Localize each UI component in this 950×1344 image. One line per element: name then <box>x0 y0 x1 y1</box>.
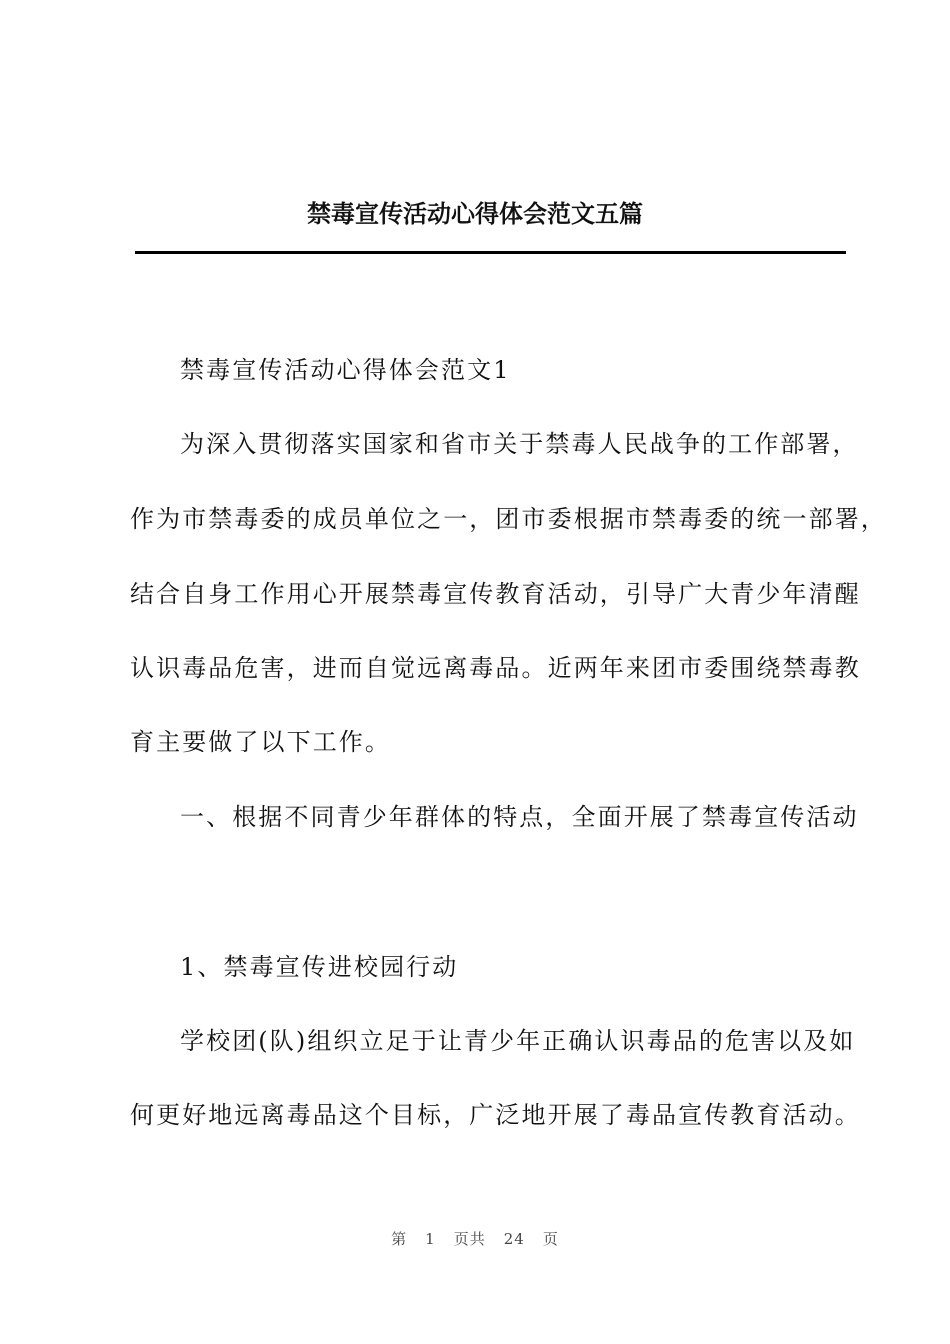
paragraph-line: 为深入贯彻落实国家和省市关于禁毒人民战争的工作部署， <box>180 430 859 458</box>
page-footer <box>0 1229 950 1249</box>
paragraph-line: 认识毒品危害，进而自觉远离毒品。近两年来团市委围绕禁毒教 <box>130 654 861 682</box>
footer-label-page: 第 <box>391 1230 408 1248</box>
paragraph-line: 育主要做了以下工作。 <box>130 728 391 756</box>
paragraph-line: 作为市禁毒委的成员单位之一，团市委根据市禁毒委的统一部署， <box>130 505 887 533</box>
paragraph-line: 结合自身工作用心开展禁毒宣传教育活动，引导广大青少年清醒 <box>130 580 861 608</box>
subheading: 一、根据不同青少年群体的特点，全面开展了禁毒宣传活动 <box>180 803 859 831</box>
footer-total-pages: 24 <box>503 1230 525 1248</box>
footer-current-page: 1 <box>425 1230 436 1248</box>
document-title: 禁毒宣传活动心得体会范文五篇 <box>307 200 643 228</box>
footer-label-of: 页共 <box>453 1230 486 1248</box>
subheading: 1、禁毒宣传进校园行动 <box>180 953 459 981</box>
footer-label-pages: 页 <box>542 1230 559 1248</box>
section-heading: 禁毒宣传活动心得体会范文1 <box>180 356 511 384</box>
paragraph-line: 何更好地远离毒品这个目标，广泛地开展了毒品宣传教育活动。 <box>130 1101 861 1129</box>
title-underline <box>135 251 846 254</box>
paragraph-line: 学校团(队)组织立足于让青少年正确认识毒品的危害以及如 <box>180 1027 856 1055</box>
